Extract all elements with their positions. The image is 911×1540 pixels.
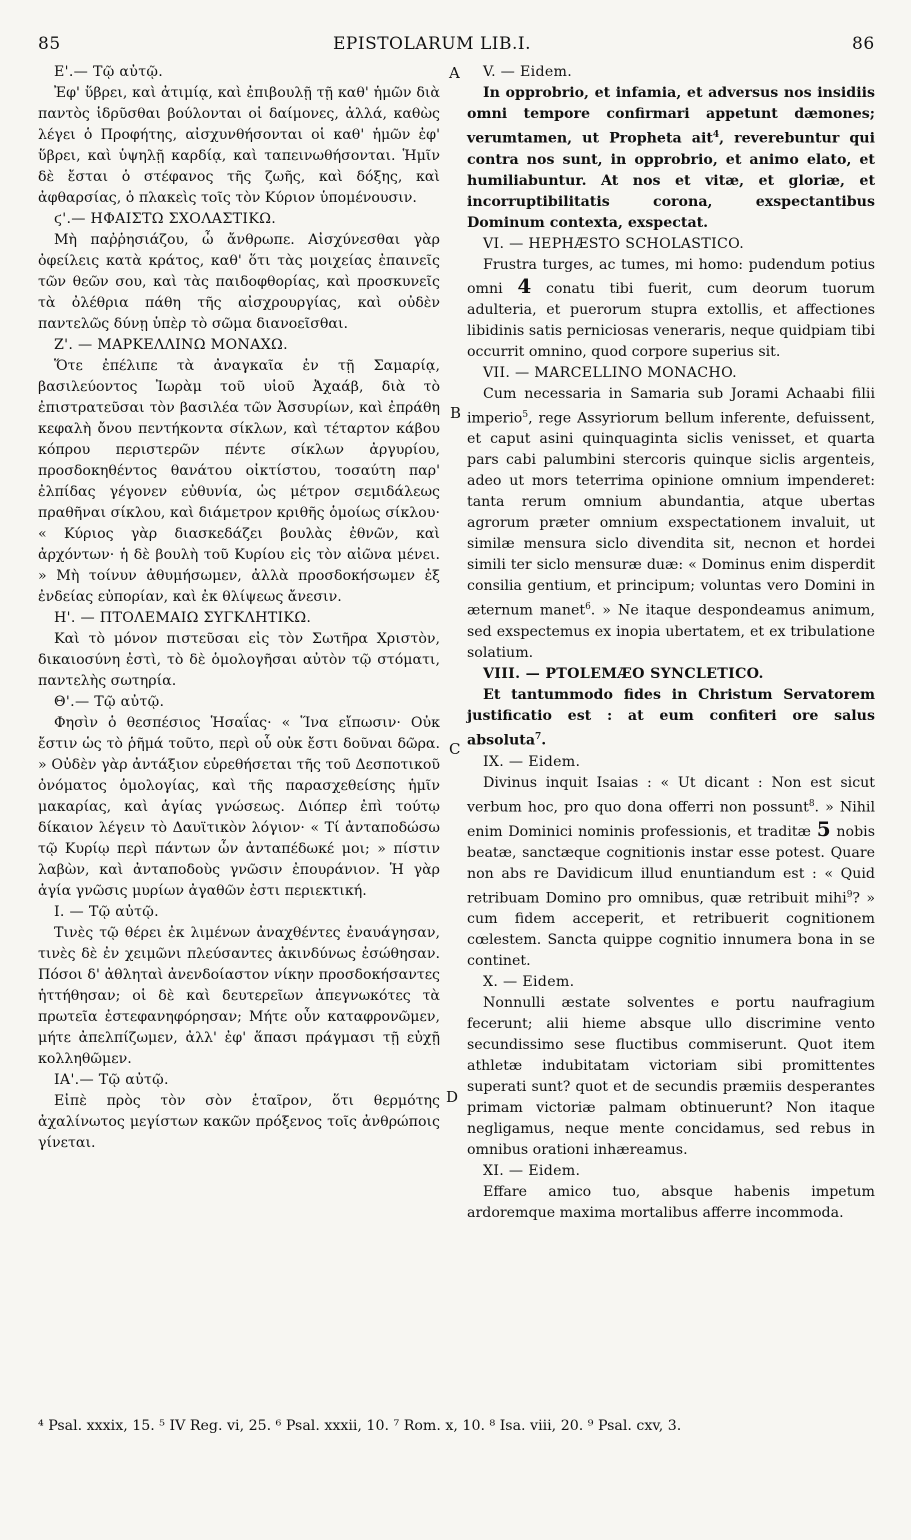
latin-text: nobis beatæ, sanctæque cognitionis instar esse potest. Quare non abs re Davidicum illud enuntiandum est : « Quid retribuam Domino pro omnibus, quæ retribuit mihi: [467, 823, 876, 907]
latin-letter-7: [467, 384, 875, 664]
greek-heading-5: Ε'.— Τῷ αὐτῷ.: [54, 64, 164, 80]
latin-letter-9: [467, 773, 875, 972]
greek-letter-6: Μὴ παῤῥησιάζου, ὦ ἄνθρωπε. Αἰσχύνεσθαι γὰρ ὀφείλεις κατὰ κράτος, καθ' ὅτι τὰς μοιχείας ἐπαινεῖς τῶν θεῶν σου, καὶ τὰς παιδοφθορίας, καὶ προσκυνεῖς τὰ ὀλέθρια πάθη τῆς αἰσχρουργίας, καὶ οὐδὲν παντελῶς δύνῃ ὑπὲρ τὸ σῶμα διανοεῖσθαι.: [38, 232, 440, 332]
greek-heading-6: ϛ'.— ΗΦΑΙΣΤΩ ΣΧΟΛΑΣΤΙΚΩ.: [54, 211, 277, 227]
latin-text: Cum necessaria in Samaria sub Jorami Achaabi filii imperio: [467, 385, 875, 427]
greek-letter-9: Φησὶν ὁ θεσπέσιος Ἡσαΐας· « Ἵνα εἴπωσιν· Οὐκ ἔστιν ὡς τὸ ῥῆμά τοῦτο, περὶ οὗ οὐκ ἔστι δοῦναι δῶρα. » Οὐδὲν γὰρ ἀντάξιον εὑρεθήσεται τῆς τοῦ Δεσποτικοῦ ὀνόματος ὁμολογίας, καὶ τῆς παρασχεθείσης ἡμῖν μακαρίας, καὶ ἁγίας γνώσεως. Διόπερ ἐπὶ τούτῳ δίκαιον λέγειν τὸ Δαυϊτικὸν λόγιον· « Τί ἀνταποδώσω τῷ Κυρίῳ περὶ πάντων ὧν ἀνταπέδωκέ μοι; » πίστιν λαβὼν, καὶ ἀνταποδοὺς γνῶσιν ἐπουράνιον. Ἡ γὰρ ἁγία γνῶσις μυρίων ἀγαθῶν ἐστι περιεκτική.: [38, 715, 440, 899]
footnotes: ⁴ Psal. xxxix, 15. ⁵ IV Reg. vi, 25. ⁶ Psal. xxxii, 10. ⁷ Rom. x, 10. ⁸ Isa. viii, 20. ⁹ Psal. cxv, 3.: [38, 1418, 682, 1434]
latin-heading-10: X. — Eidem.: [483, 974, 575, 991]
footnote-ref: 7: [535, 732, 542, 743]
greek-letter-10: Τινὲς τῷ θέρει ἐκ λιμένων ἀναχθέντες ἐναυάγησαν, τινὲς δὲ ἐν χειμῶνι πλεύσαντες ἀκινδύνως ἐσώθησαν. Πόσοι δ' ἀθληταὶ ἀνενδοίαστον νίκην προσδοκήσαντες ἡττήθησαν; οἱ δὲ καὶ δευτερεῖων ἀπεγνωκότες τὰ πρωτεῖα ἐστεφανηφόρησαν; Μήτε οὖν καταφρονῶμεν, μήτε ἀπελπίζωμεν, ἀλλ' ἐφ' ἅπασι πράγμασι τῇ εὐχῇ κολληθῶμεν.: [38, 925, 440, 1067]
margin-marker-c: C: [449, 740, 461, 758]
greek-heading-8: Η'. — ΠΤΟΛΕΜΑΙΩ ΣΥΓΚΛΗΤΙΚΩ.: [54, 610, 312, 626]
greek-heading-11: ΙΑ'.— Τῷ αὐτῷ.: [54, 1072, 169, 1088]
footnote-ref: 5: [522, 409, 529, 420]
latin-text: Frustra turges, ac tumes, mi homo: pudendum potius omni: [467, 256, 875, 297]
latin-text: conatu tibi fuerit, cum deorum tuorum adulteria, et puerorum stupra extollis, et affectiones libidinis satis perniciosas veneraris, neque quidpiam tibi occurrit omnino, quod corpore superius sit.: [467, 280, 876, 360]
margin-marker-b: B: [450, 404, 462, 422]
latin-heading-6: VI. — HEPHÆSTO SCHOLASTICO.: [483, 235, 745, 252]
latin-heading-11: XI. — Eidem.: [483, 1163, 581, 1180]
footnote-ref: 9: [846, 889, 853, 900]
footnote-ref: 8: [808, 798, 815, 809]
latin-letter-5: [467, 83, 875, 234]
greek-heading-7: Ζ'. — ΜΑΡΚΕΛΛΙΝΩ ΜΟΝΑΧΩ.: [54, 337, 288, 353]
latin-text: .: [541, 732, 547, 749]
latin-letter-11: Effare amico tuo, absque habenis impetum ardoremque maxima mortalibus afferre incommoda.: [467, 1184, 875, 1222]
latin-text: , reverebuntur qui contra nos sunt, in opprobrio, et animo elato, et humiliabuntur. At nos et vitæ, et gloriæ, et incorruptibilitatis corona, exspectantibus Dominum contexta, exspectat.: [467, 130, 876, 231]
latin-heading-7: VII. — MARCELLINO MONACHO.: [483, 364, 737, 381]
footnote-ref: 4: [712, 130, 720, 140]
greek-heading-9: Θ'.— Τῷ αὐτῷ.: [54, 694, 165, 710]
latin-text: , rege Assyriorum bellum inferente, defuissent, et caput asini quinquaginta siclis venisset, et quarta pars cabi palumbini stercoris quinque siclis argenteis, adeo ut mors teterrima opinione omnium impenderet: tanta rerum omnium abundantia, atque ubertas agrorum præter omnium exspectationem invaluit, ut similæ mensura siclo divendita sit, necnon et hordei simili ter siclo mensuræ duæ: « Dominus enim disperdit consilia gentium, et principum; voluntas vero Domini in æternum manet: [467, 410, 875, 620]
latin-letter-6: [467, 255, 875, 363]
latin-text: . » Nihil enim Dominici nominis professionis, et traditæ: [467, 799, 875, 840]
latin-letter-10: Nonnulli æstate solventes e portu naufragium fecerunt; alii hieme absque ullo discrimine vento secundissimo sese fluctibus commiserunt. Quot item athletæ indubitatam victoriam sibi promittentes superati sunt? quot et de secundis præmiis desperantes primam victoriæ palmam obtinuerunt? Non itaque negligamus, neque mente concidamus, sed rebus in omnibus orationi inhæreamus.: [467, 995, 875, 1159]
latin-text: . » Ne itaque despondeamus animum, sed exspectemus ex inopia ubertatem, et ex tribulatione solatium.: [467, 603, 875, 662]
latin-heading-5: V. — Eidem.: [483, 64, 573, 80]
latin-letter-8: [467, 685, 875, 752]
greek-letter-8: Καὶ τὸ μόνον πιστεῦσαι εἰς τὸν Σωτῆρα Χριστὸν, δικαιοσύνη ἐστὶ, τὸ δὲ ὁμολογῆσαι αὐτὸν τῷ στόματι, παντελὴς σωτηρία.: [38, 631, 440, 689]
greek-heading-10: Ι. — Τῷ αὐτῷ.: [54, 904, 159, 920]
footnote-ref: 6: [585, 602, 591, 613]
column-number: 5: [816, 816, 831, 841]
latin-text: Divinus inquit Isaias : « Ut dicant : Non est sicut verbum hoc, pro quo dona offerri non possunt: [467, 774, 875, 816]
latin-text: In opprobrio, et infamia, et adversus nos insidiis omni tempore confirmari appetunt dæmones; verumtamen, ut Propheta ait: [467, 85, 875, 147]
margin-marker-a: A: [449, 64, 460, 82]
latin-heading-9: IX. — Eidem.: [483, 753, 581, 770]
column-number: 4: [517, 273, 532, 298]
page-number-right: 86: [852, 34, 875, 54]
greek-letter-7: Ὅτε ἐπέλιπε τὰ ἀναγκαῖα ἐν τῇ Σαμαρίᾳ, βασιλεύοντος Ἰωρὰμ τοῦ υἱοῦ Ἀχαάβ, διὰ τὸ ἐπιστρατεῦσαι τὸν βασιλέα τῶν Ἀσσυρίων, καὶ ἐπράθη κεφαλὴ ὄνου πεντήκοντα σίκλων, καὶ τέταρτον κάβου κόπρου περιστερῶν πέντε σίκλων ἀργυρίου, προσδοκηθέντος θανάτου οἰκτίστου, τοσαύτη παρ' ἐλπίδας γέγονεν εὐθυνία, ὡς μέτρον σεμιδάλεως πραθῆναι σίκλου, καὶ διάμετρον κριθῆς ὁμοίως σίκλου· « Κύριος γὰρ διασκεδάζει βουλὰς ἐθνῶν, καὶ ἀρχόντων· ἡ δὲ βουλὴ τοῦ Κυρίου εἰς τὸν αἰῶνα μένει. » Μὴ τοίνυν ἀθυμήσωμεν, ἀλλὰ προσδοκήσωμεν ἐξ ἐνδείας εὐπορίαν, καὶ ἐκ θλίψεως ἄνεσιν.: [38, 358, 440, 605]
latin-heading-8: VIII. — PTOLEMÆO SYNCLETICO.: [483, 666, 764, 683]
margin-marker-d: D: [446, 1088, 459, 1106]
latin-column: [467, 62, 875, 1224]
greek-letter-5: Ἐφ' ὕβρει, καὶ ἀτιμίᾳ, καὶ ἐπιβουλῇ τῇ καθ' ἡμῶν διὰ παντὸς ἱδρῦσθαι βούλονται οἱ δαίμονες, ἀλλά, καθὼς λέγει ὁ Προφήτης, αἰσχυνθήσονται οἱ καθ' ἡμῶν ἐφ' ὕβρει, καὶ ὑψηλῇ καρδίᾳ, καὶ ταπεινωθήσονται. Ἡμῖν δὲ ἔσται ὁ στέφανος τῆς ζωῆς, καὶ δόξης, καὶ ἀφθαρσίας, ὁ πλακεὶς τοῖς τὸν Κύριον ὑπομένουσιν.: [38, 85, 440, 206]
greek-column: [38, 62, 440, 1154]
latin-text: Et tantummodo fides in Christum Servatorem justificatio est : at eum confiteri ore salus absoluta: [467, 687, 875, 749]
greek-letter-11: Εἰπὲ πρὸς τὸν σὸν ἑταῖρον, ὅτι θερμότης ἀχαλίνωτος μεγίστων κακῶν πρόξενος τοῖς ἀνθρώποις γίνεται.: [38, 1093, 440, 1151]
running-title: EPISTOLARUM LIB.I.: [333, 34, 532, 54]
page-number-left: 85: [38, 34, 61, 54]
latin-text: ? » cum fidem acceperit, et retribuerit cognitionem cœlestem. Sancta quippe cognitio innumera bona in se continet.: [467, 890, 876, 970]
